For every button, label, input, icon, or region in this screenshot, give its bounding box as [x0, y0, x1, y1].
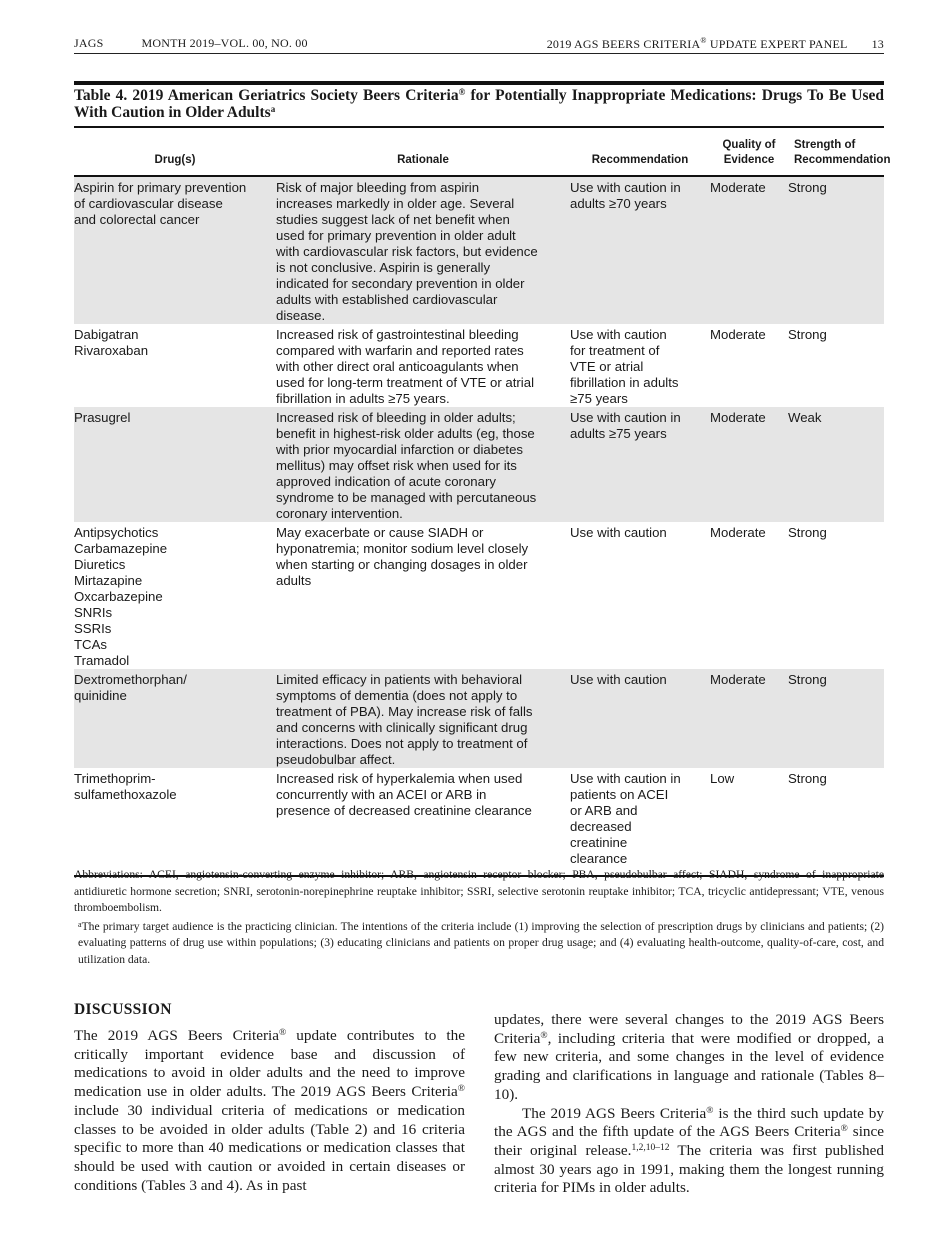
- cell-line: treatment of PBA). May increase risk of falls: [276, 704, 533, 719]
- cell-line: VTE or atrial: [570, 359, 644, 374]
- cell-line: Increased risk of hyperkalemia when used: [276, 771, 523, 786]
- col-header-drug: Drug(s): [74, 127, 276, 176]
- cell-line: syndrome to be managed with percutaneous: [276, 490, 537, 505]
- cell-line: increases markedly in older age. Several: [276, 196, 515, 211]
- cell-line: Use with caution in: [570, 410, 681, 425]
- header-right: [547, 36, 884, 52]
- col-header-strength: Strength of Recommendation: [788, 127, 884, 176]
- discussion-paragraph-2: updates, there were several changes to the 2019 AGS Beers Criteria®, including criteria that were modified or dropped, a few new criteria, and some changes in the level of evidence grading and clarifications in language and rationale (Tables 8–10).: [494, 1011, 884, 1103]
- cell-line: mellitus) may offset risk when used for its: [276, 458, 517, 473]
- cell-line: disease.: [276, 308, 326, 323]
- cell-line: or ARB and: [570, 803, 638, 818]
- cell-line: Risk of major bleeding from aspirin: [276, 180, 480, 195]
- cell-line: decreased: [570, 819, 632, 834]
- cell-line: Use with caution in: [570, 771, 681, 786]
- cell-rationale: [276, 324, 570, 407]
- cell-strength: Strong: [788, 768, 884, 876]
- table-row: [74, 669, 884, 768]
- cell-line: Limited efficacy in patients with behavioral: [276, 672, 523, 687]
- cell-line: for treatment of: [570, 343, 660, 358]
- cell-line: when starting or changing dosages in older: [276, 557, 528, 572]
- col-header-quality: Quality of Evidence: [710, 127, 788, 176]
- cell-line: Dabigatran: [74, 327, 139, 342]
- cell-drug: [74, 407, 276, 522]
- cell-drug: [74, 522, 276, 669]
- cell-strength: Strong: [788, 669, 884, 768]
- cell-line: with cardiovascular risk factors, but evidence: [276, 244, 538, 259]
- cell-strength: Strong: [788, 327, 827, 342]
- cell-line: used for long-term treatment of VTE or atrial: [276, 375, 534, 390]
- cell-line: Trimethoprim-: [74, 771, 156, 786]
- cell-recommendation: [570, 407, 710, 522]
- cell-line: indicated for secondary prevention in older: [276, 276, 525, 291]
- cell-rationale: [276, 407, 570, 522]
- cell-line: patients on ACEI: [570, 787, 669, 802]
- cell-line: of cardiovascular disease: [74, 196, 223, 211]
- discussion-column-left: [74, 1027, 465, 1195]
- discussion-column-right: [494, 1011, 884, 1198]
- journal-name: JAGS: [74, 36, 104, 50]
- cell-line: Aspirin for primary prevention: [74, 180, 247, 195]
- cell-line: symptoms of dementia (does not apply to: [276, 688, 518, 703]
- cell-line: clearance: [570, 851, 628, 866]
- table-body: [74, 176, 884, 876]
- table-row: [74, 324, 884, 407]
- cell-line: SNRIs: [74, 605, 113, 620]
- cell-line: with other direct oral anticoagulants when: [276, 359, 519, 374]
- cell-line: used for primary prevention in older adult: [276, 228, 516, 243]
- cell-line: Increased risk of bleeding in older adults;: [276, 410, 516, 425]
- cell-line: Tramadol: [74, 653, 130, 668]
- cell-line: TCAs: [74, 637, 107, 652]
- cell-line: quinidine: [74, 688, 127, 703]
- cell-line: and concerns with clinically significant drug: [276, 720, 528, 735]
- cell-line: studies suggest lack of net benefit when: [276, 212, 510, 227]
- cell-line: Prasugrel: [74, 410, 131, 425]
- cell-line: adults: [276, 573, 312, 588]
- table-top-rule: [74, 81, 884, 85]
- table-caption: Table 4. 2019 American Geriatrics Society Beers Criteria® for Potentially Inappropriate Medications: Drugs To Be Used With Caution in Older Adults$^a$: [74, 87, 884, 121]
- cell-line: Use with caution in: [570, 180, 681, 195]
- cell-drug: [74, 669, 276, 768]
- cell-rationale: [276, 522, 570, 669]
- cell-quality: Moderate: [710, 327, 766, 342]
- criteria-table: [74, 126, 891, 877]
- cell-recommendation: [570, 324, 710, 407]
- target-audience-note: $^a$The primary target audience is the practicing clinician. The intentions of the criteria include (1) improving the selection of prescription drugs by clinicians and patients; (2) evaluating patterns of drug use within populations; (3) educating clinicians and patients on proper drug usage; and (4) evaluating health-outcome, quality-of-care, cost, and utilization data.: [78, 919, 884, 966]
- cell-quality: Moderate: [710, 407, 788, 522]
- issue-info: MONTH 2019–VOL. 00, NO. 00: [141, 36, 308, 50]
- cell-quality: Low: [710, 768, 788, 876]
- cell-line: Rivaroxaban: [74, 343, 149, 358]
- cell-strength: Strong: [788, 525, 827, 540]
- cell-line: compared with warfarin and reported rates: [276, 343, 524, 358]
- cell-strength: Strong: [788, 176, 884, 324]
- running-title: 2019 AGS BEERS CRITERIA® UPDATE EXPERT PANEL: [546, 36, 848, 51]
- table-header-row: [74, 127, 884, 176]
- cell-quality: Moderate: [710, 669, 788, 768]
- cell-drug: [74, 176, 276, 324]
- cell-strength: Weak: [788, 407, 884, 522]
- cell-line: ≥75 years: [570, 391, 628, 406]
- cell-line: creatinine: [570, 835, 628, 850]
- cell-line: May exacerbate or cause SIADH or: [276, 525, 484, 540]
- cell-line: Use with caution: [570, 525, 667, 540]
- cell-line: approved indication of acute coronary: [276, 474, 496, 489]
- cell-line: Carbamazepine: [74, 541, 168, 556]
- cell-rationale: [276, 768, 570, 876]
- cell-line: adults with established cardiovascular: [276, 292, 498, 307]
- page-number: 13: [871, 37, 884, 51]
- cell-line: hyponatremia; monitor sodium level closely: [276, 541, 529, 556]
- cell-line: is not conclusive. Aspirin is generally: [276, 260, 491, 275]
- cell-line: interactions. Does not apply to treatment of: [276, 736, 528, 751]
- cell-drug: [74, 768, 276, 876]
- cell-line: fibrillation in adults: [570, 375, 679, 390]
- cell-line: pseudobulbar affect.: [276, 752, 396, 767]
- cell-rationale: [276, 176, 570, 324]
- table-row: [74, 522, 884, 669]
- cell-line: Use with caution: [570, 327, 667, 342]
- cell-rationale: [276, 669, 570, 768]
- header-rule: [74, 53, 884, 54]
- cell-line: SSRIs: [74, 621, 112, 636]
- cell-line: Oxcarbazepine: [74, 589, 163, 604]
- table-row: [74, 407, 884, 522]
- discussion-paragraph-3: The 2019 AGS Beers Criteria® is the third such update by the AGS and the fifth update of the AGS Beers Criteria® since their original release.$^{1,2,10-12}$ The criteria was first published almost 30 years ago in 1991, making them the longest running criteria for PIMs in older adults.: [494, 1104, 884, 1197]
- cell-line: Mirtazapine: [74, 573, 143, 588]
- table-row: [74, 768, 884, 876]
- running-header: [74, 36, 884, 54]
- cell-recommendation: [570, 669, 710, 768]
- cell-quality: Moderate: [710, 176, 788, 324]
- cell-recommendation: [570, 522, 710, 669]
- cell-line: coronary intervention.: [276, 506, 403, 521]
- discussion-heading: DISCUSSION: [74, 1001, 172, 1018]
- header-left: [74, 36, 308, 51]
- abbreviations-note: Abbreviations: ACEI, angiotensin-converting enzyme inhibitor; ARB, angiotensin receptor blocker; PBA, pseudobulbar affect; SIADH, syndrome of inappropriate antidiuretic hormone secretion; SNRI, serotonin-norepinephrine reuptake inhibitor; SSRI, selective serotonin reuptake inhibitor; TCA, tricyclic antidepressant; VTE, venous thromboembolism.: [74, 868, 884, 914]
- discussion-paragraph-1: The 2019 AGS Beers Criteria® update contributes to the critically important evidence base and discussion of medications to avoid in older adults and the need to improve medication use in older adults. The 2019 AGS Beers Criteria® include 30 individual criteria of medications or medication classes to be avoided in older adults (Table 2) and 16 criteria specific to more than 40 medications or medication classes that should be used with caution or avoided in certain diseases or conditions (Tables 3 and 4). As in past: [74, 1027, 465, 1194]
- table-row: [74, 176, 884, 324]
- cell-drug: [74, 324, 276, 407]
- cell-recommendation: [570, 176, 710, 324]
- col-header-rationale: Rationale: [276, 127, 570, 176]
- cell-line: Antipsychotics: [74, 525, 159, 540]
- cell-line: Diuretics: [74, 557, 126, 572]
- cell-line: sulfamethoxazole: [74, 787, 177, 802]
- cell-line: concurrently with an ACEI or ARB in: [276, 787, 487, 802]
- cell-line: adults ≥75 years: [570, 426, 667, 441]
- cell-line: benefit in highest-risk older adults (eg, those: [276, 426, 535, 441]
- cell-line: and colorectal cancer: [74, 212, 200, 227]
- table-footnotes: [74, 867, 884, 968]
- cell-quality: Moderate: [710, 525, 766, 540]
- cell-line: fibrillation in adults ≥75 years.: [276, 391, 450, 406]
- cell-line: with prior myocardial infarction or diabetes: [276, 442, 524, 457]
- col-header-recommendation: Recommendation: [570, 127, 710, 176]
- cell-line: Use with caution: [570, 672, 667, 687]
- cell-line: Dextromethorphan/: [74, 672, 187, 687]
- cell-line: adults ≥70 years: [570, 196, 667, 211]
- cell-line: Increased risk of gastrointestinal bleeding: [276, 327, 519, 342]
- cell-recommendation: [570, 768, 710, 876]
- cell-line: presence of decreased creatinine clearance: [276, 803, 532, 818]
